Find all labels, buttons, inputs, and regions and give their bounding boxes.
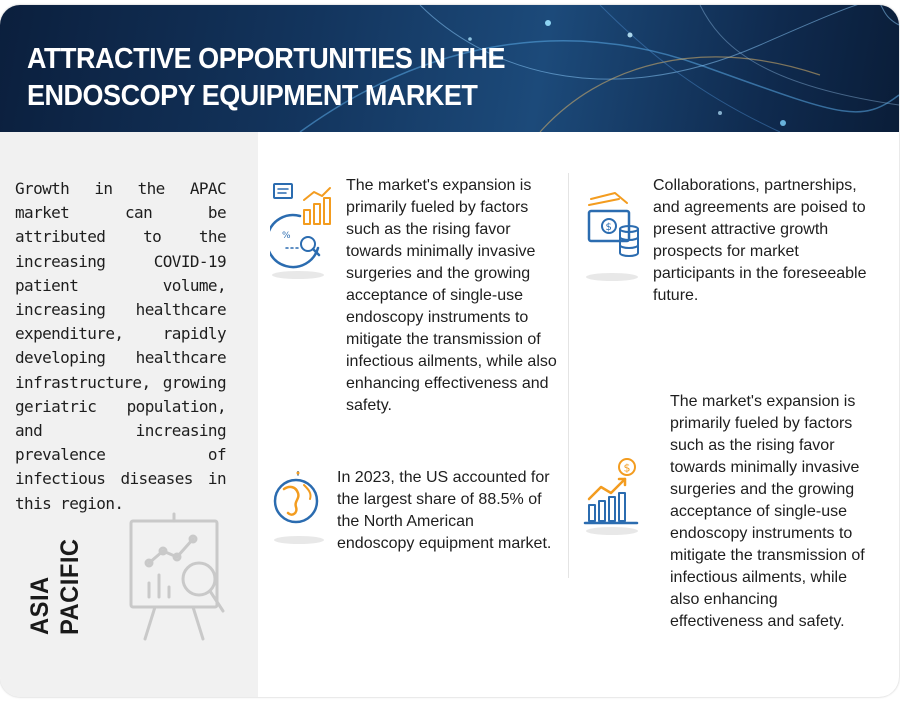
region-label-line2: PACIFIC — [56, 538, 84, 635]
growth-bar-chart-icon — [583, 455, 639, 527]
region-label — [25, 503, 84, 635]
analytics-chart-icon — [270, 180, 336, 274]
icon-shadow — [274, 536, 324, 544]
icon-shadow — [272, 271, 324, 279]
region-description: Growth in the APAC market can be attributed to the increasing COVID-19 patient volume, increasing healthcare expenditure, rapidly developing healthcare infrastructure, growing geriatric population, and increasing prevalence of infectious diseases in this region. — [15, 179, 226, 513]
insight-text-market-expansion: The market's expansion is primarily fueled by factors such as the rising favor towards minimally invasive surgeries and the growing acceptance of single-use endoscopy instruments to mitigate the transmission of infectious ailments, while also enhancing effectiveness and safety. — [346, 177, 557, 414]
header-banner — [0, 5, 899, 132]
svg-text:$: $ — [623, 461, 631, 475]
icon-shadow — [586, 527, 638, 535]
globe-icon — [272, 471, 324, 533]
infographic-card — [0, 5, 899, 697]
insight-text-us-share: In 2023, the US accounted for the largest share of 88.5% of the North American endoscopy equipment market. — [337, 469, 552, 552]
insight-text-collaborations: Collaborations, partnerships, and agreements are poised to present attractive growth prospects for market participants in the foreseeable future. — [653, 177, 867, 304]
column-divider — [568, 173, 569, 578]
icon-shadow — [586, 273, 638, 281]
presentation-analytics-icon — [123, 511, 235, 643]
insight-text-market-expansion-repeat: The market's expansion is primarily fueled by factors such as the rising favor towards minimally invasive surgeries and the growing acceptance of single-use endoscopy instruments to mitigate the transmission of infectious ailments, while also enhancing effectiveness and safety. — [670, 393, 865, 630]
region-label-line1: ASIA — [26, 576, 54, 635]
page-title: ATTRACTIVE OPPORTUNITIES IN THE ENDOSCOPY EQUIPMENT MARKET — [27, 43, 506, 112]
money-coins-icon — [585, 189, 641, 263]
svg-text:%: % — [282, 231, 291, 241]
svg-text:$: $ — [605, 222, 612, 233]
